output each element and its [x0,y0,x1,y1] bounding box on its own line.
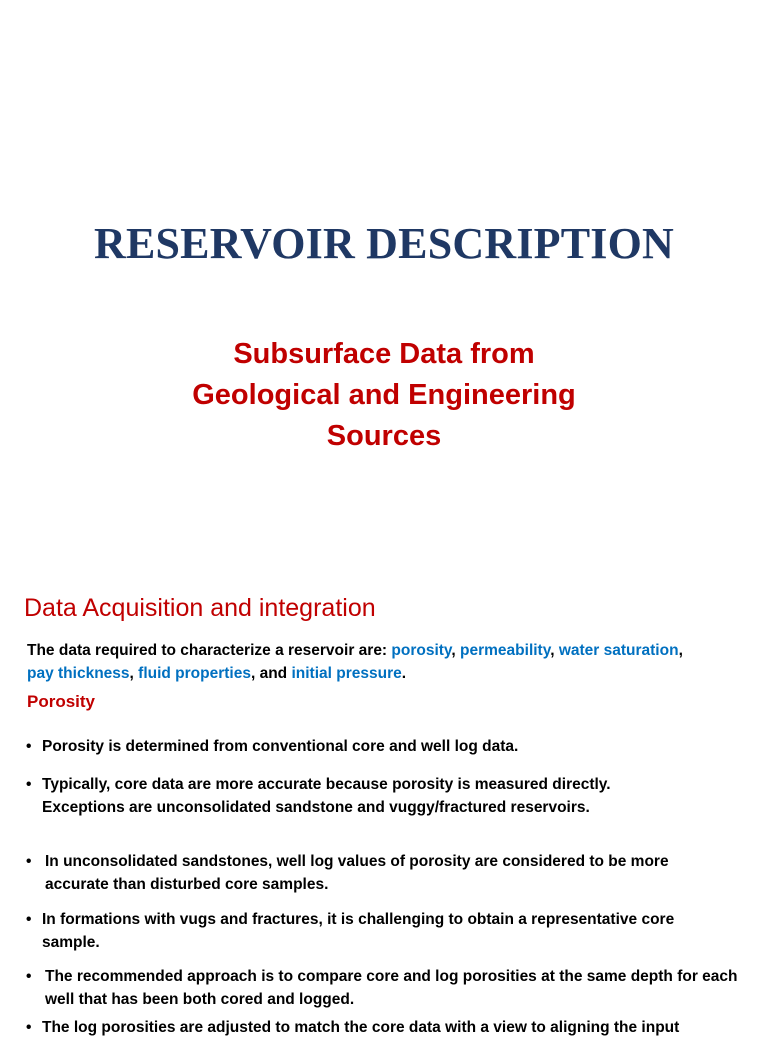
intro-sep-1: , [451,642,461,659]
bullet-text: Porosity is determined from conventional core and well log data. [42,738,519,755]
intro-suffix: . [401,665,407,682]
intro-sep-2: , [550,642,559,659]
bullet-marker: • [26,1019,32,1036]
subtitle-line-1: Subsurface Data from [233,338,535,370]
bullet-marker: • [26,968,32,985]
bullet-item-2 [26,773,666,819]
bullet-item-4 [26,908,736,954]
intro-paragraph [27,639,757,685]
bullet-marker: • [26,776,32,793]
term-initial-pressure: initial pressure [291,665,402,682]
term-permeability: permeability [460,642,551,659]
term-water-saturation: water saturation [558,642,679,659]
bullet-item-3 [26,850,726,896]
section-heading: Data Acquisition and integration [24,594,376,622]
bullet-text: In formations with vugs and fractures, it is challenging to obtain a representative core sample. [42,911,675,951]
sub-heading-porosity: Porosity [27,692,96,711]
intro-sep-4: , [129,665,139,682]
bullet-item-5 [26,965,738,1011]
bullet-text: In unconsolidated sandstones, well log values of porosity are considered to be more accurate than disturbed core samples. [45,853,669,893]
intro-sep-3: , [678,642,683,659]
intro-sep-5: , and [250,665,292,682]
slide-title: RESERVOIR DESCRIPTION [93,219,674,268]
term-porosity: porosity [391,642,452,659]
bullet-marker: • [26,738,32,755]
bullet-text: The log porosities are adjusted to match the core data with a view to aligning the input [42,1019,680,1036]
bullet-item-1 [26,735,756,758]
subtitle-line-2: Geological and Engineering [192,379,576,411]
term-fluid-properties: fluid properties [138,665,251,682]
slide-subtitle [0,334,768,457]
term-pay-thickness: pay thickness [27,665,130,682]
subtitle-line-3: Sources [326,420,442,452]
bullet-marker: • [26,853,32,870]
bullet-text: The recommended approach is to compare core and log porosities at the same depth for each well that has been both cored and logged. [45,968,738,1008]
bullet-item-6 [26,1016,756,1039]
bullet-marker: • [26,911,32,928]
intro-prefix: The data required to characterize a reservoir are: [27,642,392,659]
bullet-text: Typically, core data are more accurate because porosity is measured directly. Exceptions are unconsolidated sandstone and vuggy/fractured reservoirs. [42,776,611,816]
